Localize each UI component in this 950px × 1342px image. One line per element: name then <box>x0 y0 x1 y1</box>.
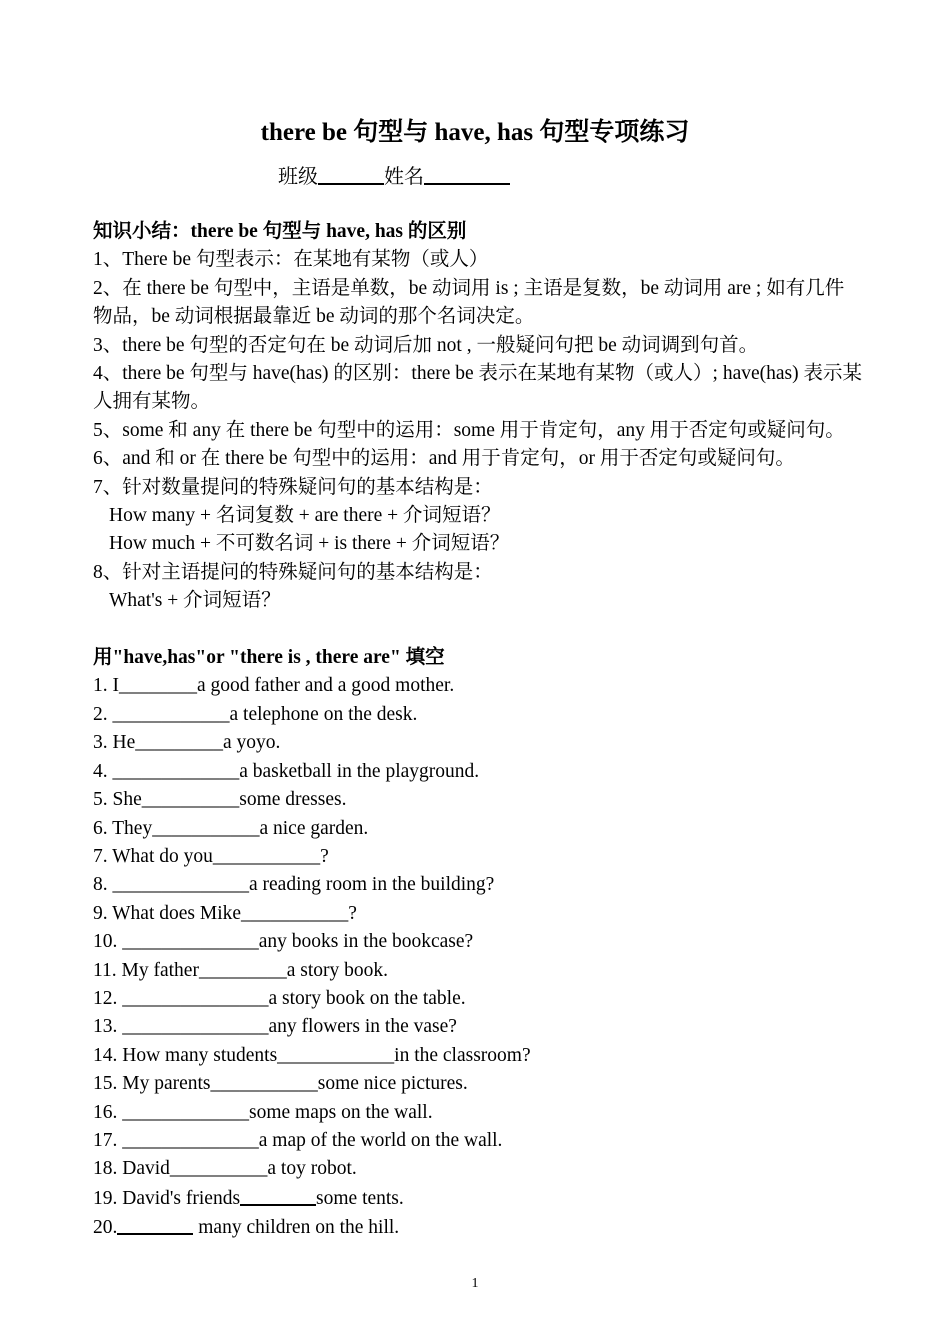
class-name-line <box>278 163 510 191</box>
question-2: 2. ____________a telephone on the desk. <box>93 703 418 725</box>
question-19-suffix: some tents. <box>316 1187 404 1209</box>
summary-point-7: 7、针对数量提问的特殊疑问句的基本结构是： <box>93 476 493 498</box>
question-11: 11. My father_________a story book. <box>93 959 388 981</box>
formula-how-much: How much + 不可数名词 + is there + 介词短语？ <box>109 533 510 555</box>
question-20-blank <box>117 1213 193 1235</box>
question-9: 9. What does Mike___________? <box>93 902 357 924</box>
question-20 <box>93 1213 863 1242</box>
question-4: 4. _____________a basketball in the playground. <box>93 760 480 782</box>
formula-whats: What's + 介词短语？ <box>109 590 281 612</box>
question-17: 17. ______________a map of the world on the wall. <box>93 1129 503 1151</box>
question-20-suffix: many children on the hill. <box>193 1217 400 1239</box>
exercise-heading: 用"have,has"or "there is , there are" 填空 <box>93 647 445 669</box>
question-3: 3. He_________a yoyo. <box>93 732 281 754</box>
question-18: 18. David__________a toy robot. <box>93 1158 357 1180</box>
summary-point-6: 6、and 和 or 在 there be 句型中的运用：and 用于肯定句，or 用于否定句或疑问句。 <box>93 448 795 470</box>
page-title: there be 句型与 have, has 句型专项练习 <box>260 119 690 146</box>
summary-point-1: 1、There be 句型表示：在某地有某物（或人） <box>93 249 489 271</box>
question-13: 13. _______________any flowers in the vase? <box>93 1016 457 1038</box>
question-6: 6. They___________a nice garden. <box>93 817 369 839</box>
question-19-blank <box>240 1184 316 1206</box>
name-label: 姓名 <box>384 166 424 188</box>
name-blank <box>424 163 510 185</box>
question-14: 14. How many students____________in the classroom? <box>93 1044 531 1066</box>
question-16: 16. _____________some maps on the wall. <box>93 1101 433 1123</box>
summary-heading: 知识小结：there be 句型与 have, has 的区别 <box>93 221 467 242</box>
class-label: 班级 <box>278 166 318 188</box>
question-15: 15. My parents___________some nice pictures. <box>93 1073 468 1095</box>
summary-point-8: 8、针对主语提问的特殊疑问句的基本结构是： <box>93 561 493 583</box>
question-5: 5. She__________some dresses. <box>93 789 347 811</box>
summary-point-2: 2、在 there be 句型中，主语是单数，be 动词用 is ; 主语是复数，be 动词用 are ; 如有几件物品，be 动词根据最靠近 be 动词的那个名词决定。 <box>93 277 845 328</box>
section-spacer <box>93 616 863 644</box>
class-blank <box>318 163 384 185</box>
summary-point-4: 4、there be 句型与 have(has) 的区别：there be 表示在某地有某物（或人）; have(has) 表示某人拥有某物。 <box>93 363 863 413</box>
question-20-prefix: 20. <box>93 1217 118 1239</box>
question-19-prefix: 19. David's friends <box>93 1187 241 1209</box>
formula-how-many: How many + 名词复数 + are there + 介词短语？ <box>109 505 501 527</box>
summary-point-5: 5、some 和 any 在 there be 句型中的运用：some 用于肯定句，any 用于否定句或疑问句。 <box>93 419 845 441</box>
question-12: 12. _______________a story book on the table. <box>93 987 466 1009</box>
page-number: 1 <box>471 1276 479 1291</box>
question-19 <box>93 1184 863 1213</box>
question-8: 8. ______________a reading room in the building? <box>93 874 495 896</box>
question-1: 1. I________a good father and a good mother. <box>93 675 455 697</box>
document-body <box>93 218 863 1243</box>
question-10: 10. ______________any books in the bookcase? <box>93 931 474 953</box>
summary-point-3: 3、there be 句型的否定句在 be 动词后加 not , 一般疑问句把 be 动词调到句首。 <box>93 334 759 356</box>
question-7: 7. What do you___________? <box>93 845 329 867</box>
